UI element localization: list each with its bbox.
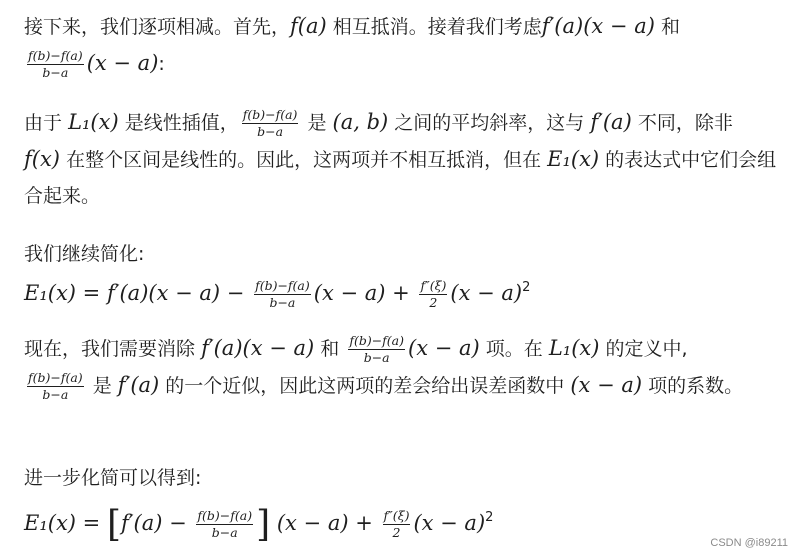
text: 的一个近似，因此这两项的差会给出误差函数中 bbox=[165, 375, 565, 397]
text: 项的系数。 bbox=[648, 375, 744, 397]
text: 的表达式中它们会组合起来。 bbox=[24, 149, 777, 207]
text: 我们继续简化: bbox=[24, 243, 145, 265]
text: 是 bbox=[307, 112, 327, 134]
math-x-minus-a: (x − a) bbox=[313, 281, 386, 305]
left-bracket: [ bbox=[106, 504, 121, 545]
text: 项。在 bbox=[485, 338, 543, 360]
math-f-x: f(x) bbox=[24, 147, 61, 171]
equation-1: E₁(x) = f′(a)(x − a) − $\frac{f(b)-f(a)}{b-a}$ (x − a) + $\frac{f''(\xi)}{2}$ $(x - a)^2$ bbox=[24, 277, 531, 310]
math-L1-x: L₁(x) bbox=[548, 336, 600, 360]
math-L1-x: L₁(x) bbox=[68, 110, 119, 134]
equation-2: E₁(x) = [f′(a) − $\frac{f(b)-f(a)}{b-a}$ ] (x − a) + $\frac{f''(\xi)}{2}$ $(x - a)^2$ bbox=[24, 504, 494, 545]
slope-fraction: $\frac{f(b)-f(a)}{b-a}$ bbox=[255, 277, 310, 310]
right-bracket: ] bbox=[256, 504, 271, 545]
math-fprime-a: f′(a) bbox=[590, 110, 632, 134]
slope-fraction: $\frac{f(b)-f(a)}{b-a}$ bbox=[28, 48, 83, 80]
text: 进一步化简可以得到: bbox=[24, 467, 202, 489]
text: 和 bbox=[320, 338, 340, 360]
exponent: 2 bbox=[522, 280, 531, 295]
math-fprime-a: f′(a) bbox=[121, 511, 163, 535]
slope-fraction: $\frac{f(b)-f(a)}{b-a}$ bbox=[28, 370, 83, 402]
text: 是 bbox=[92, 375, 112, 397]
paragraph-4 bbox=[24, 330, 782, 404]
math-E1-x: E₁(x) bbox=[547, 147, 600, 171]
text: 和 bbox=[660, 16, 680, 38]
paragraph-2 bbox=[24, 104, 782, 214]
math-fprime-a: f′(a) bbox=[201, 336, 243, 360]
math-E1-x: E₁(x) bbox=[24, 281, 76, 305]
math-x-minus-a: (x − a) bbox=[86, 51, 159, 75]
slope-fraction: $\frac{f(b)-f(a)}{b-a}$ bbox=[349, 333, 405, 365]
text: 在整个区间是线性的。因此，这两项并不相互抵消，但在 bbox=[66, 149, 542, 171]
paragraph-3 bbox=[24, 236, 782, 272]
exponent: 2 bbox=[485, 510, 494, 525]
math-interval-ab: (a, b) bbox=[332, 110, 389, 134]
text: 的定义中, bbox=[605, 338, 688, 360]
paragraph-5 bbox=[24, 460, 782, 496]
math-fprime-a: f′(a) bbox=[106, 281, 149, 305]
math-x-minus-a: (x − a) bbox=[148, 281, 221, 305]
math-x-minus-a: (x − a) bbox=[276, 511, 349, 535]
math-x-minus-a: (x − a) bbox=[408, 336, 480, 360]
math-x-minus-a: (x − a) bbox=[413, 511, 486, 535]
math-x-minus-a: (x − a) bbox=[570, 373, 643, 397]
text: 由于 bbox=[24, 112, 63, 134]
math-x-minus-a: (x − a) bbox=[242, 336, 315, 360]
paragraph-1 bbox=[24, 8, 782, 82]
watermark: CSDN @i89211 bbox=[710, 537, 788, 549]
math-fprime-a: f′(a) bbox=[541, 14, 584, 38]
math-f-a: f(a) bbox=[290, 14, 327, 38]
text: 之间的平均斜率，这与 bbox=[394, 112, 585, 134]
slope-fraction: $\frac{f(b)-f(a)}{b-a}$ bbox=[197, 507, 253, 540]
math-E1-x: E₁(x) bbox=[24, 511, 76, 535]
math-fprime-a: f′(a) bbox=[117, 373, 160, 397]
remainder-fraction: $\frac{f''(\xi)}{2}$ bbox=[420, 277, 447, 310]
text: 是线性插值， bbox=[124, 112, 239, 134]
text: 相互抵消。接着我们考虑 bbox=[332, 16, 542, 38]
math-x-minus-a: (x − a) bbox=[583, 14, 655, 38]
text: 现在，我们需要消除 bbox=[24, 338, 196, 360]
text: 不同，除非 bbox=[637, 112, 733, 134]
text: 接下来，我们逐项相减。首先， bbox=[24, 16, 291, 38]
remainder-fraction: $\frac{f''(\xi)}{2}$ bbox=[383, 507, 410, 540]
text: : bbox=[158, 53, 165, 75]
math-x-minus-a: (x − a) bbox=[450, 281, 523, 305]
slope-fraction: $\frac{f(b)-f(a)}{b-a}$ bbox=[242, 107, 298, 139]
